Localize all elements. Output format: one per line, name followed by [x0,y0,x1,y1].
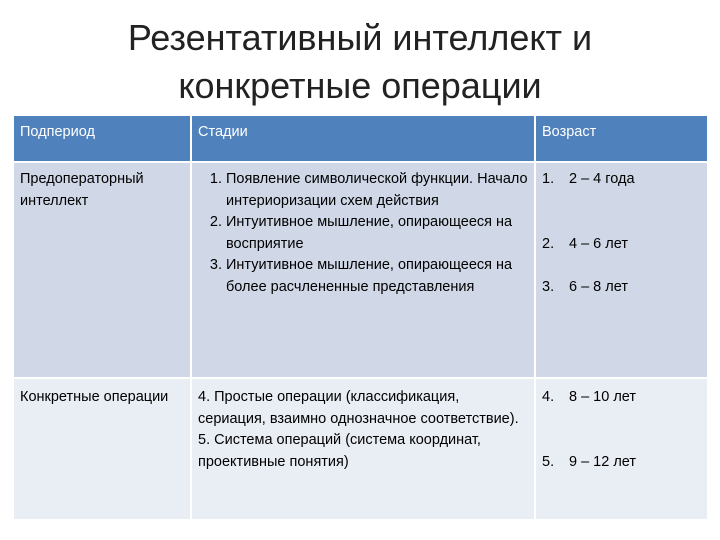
age-number: 2. [542,236,555,252]
stage-item: 3. Интуитивное мышление, опирающееся на более расчлененные представления [226,255,528,298]
age-number: 5. [542,454,555,470]
stages-cell [191,378,535,520]
stages-list [198,169,528,298]
stages-cell [191,162,535,378]
subperiod-cell: Конкретные операции [14,378,191,520]
age-value: 8 – 10 лет [569,389,637,405]
age-number: 3. [542,279,555,295]
age-value: 2 – 4 года [569,171,635,187]
stage-item: 4. Простые операции (классификация, сериация, взаимно однозначное соответствие). [198,389,519,427]
table-header-row [14,116,707,162]
header-subperiod: Подпериод [14,116,191,162]
table-row [14,378,707,520]
age-item [542,387,636,409]
subperiod-cell: Предоператорный интеллект [14,162,191,378]
stage-item: 1. Появление символической функции. Начало интериоризации схем действия [226,169,528,212]
age-value: 6 – 8 лет [569,279,628,295]
age-number: 4. [542,389,555,405]
age-item [542,169,635,191]
age-cell [535,162,707,378]
slide-title [0,14,720,110]
age-cell [535,378,707,520]
slide-title-line-2: конкретные операции [178,65,542,106]
header-age: Возраст [535,116,707,162]
age-number: 1. [542,171,555,187]
stage-item: 5. Система операций (система координат, проективные понятия) [198,432,481,470]
stages-table [14,116,707,521]
age-item [542,277,628,299]
table-row [14,162,707,378]
slide-title-line-1: Резентативный интеллект и [127,17,593,58]
age-value: 9 – 12 лет [569,454,637,470]
age-item [542,234,628,256]
header-stages: Стадии [191,116,535,162]
stage-item: 2. Интуитивное мышление, опирающееся на восприятие [226,212,528,255]
age-value: 4 – 6 лет [569,236,628,252]
age-item [542,452,636,474]
